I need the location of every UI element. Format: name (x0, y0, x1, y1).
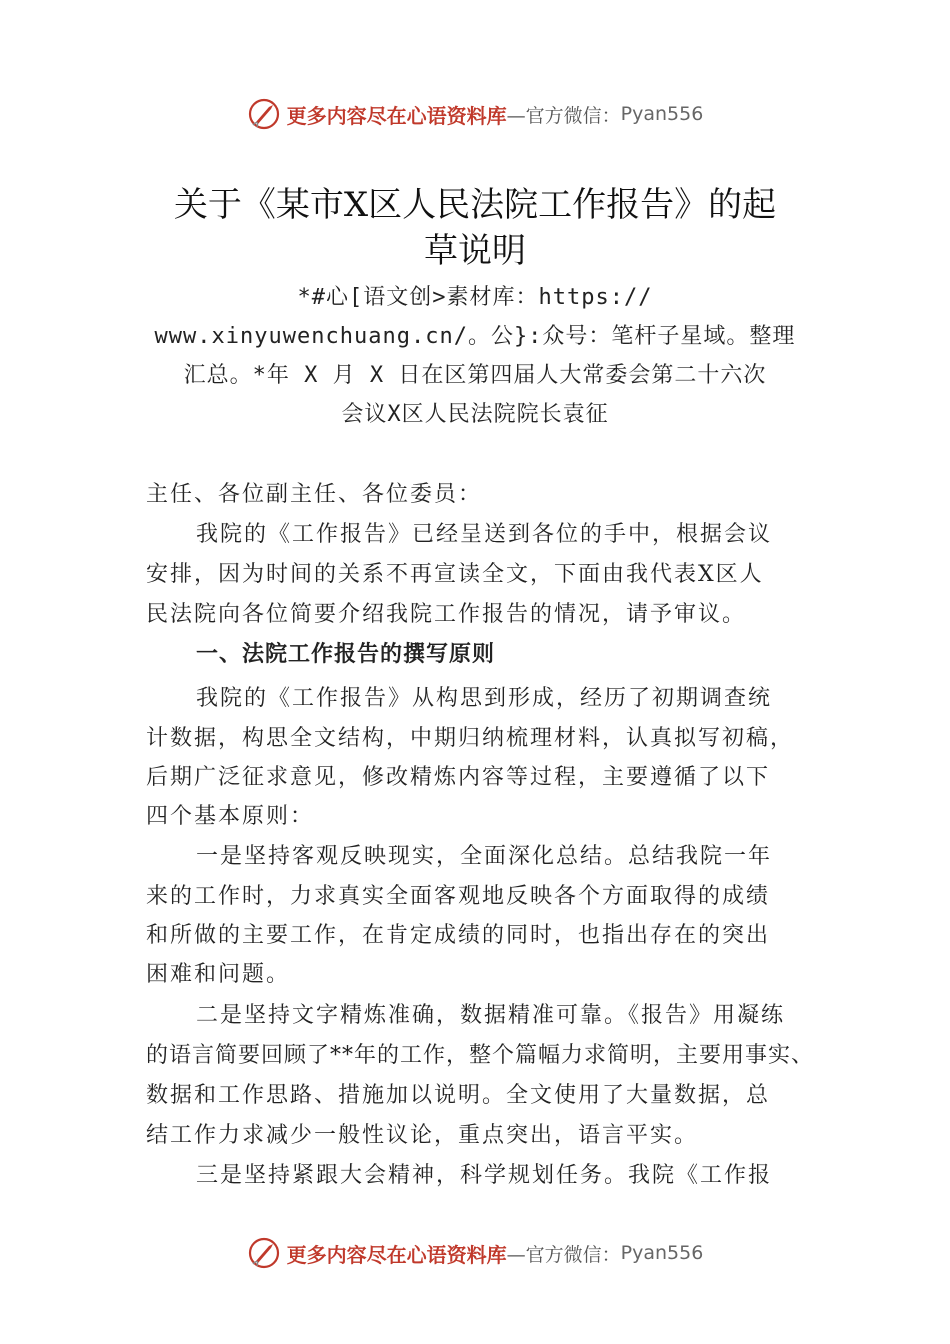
meta-line-2: www.xinyuwenchuang.cn/。公}:众号：笔杆子星域。整理 (154, 324, 796, 349)
footer-banner (0, 1233, 950, 1273)
para4-line: 二是坚持文字精炼准确，数据精准可靠。《报告》用凝练 (196, 1003, 786, 1028)
meta-line-3: 汇总。*年 X 月 X 日在区第四届人大常委会第二十六次 (183, 363, 767, 388)
para2-line: 计数据，构思全文结构，中期归纳梳理材料，认真拟写初稿， (146, 726, 795, 751)
para5-line: 三是坚持紧跟大会精神，科学规划任务。我院《工作报 (196, 1163, 773, 1188)
banner-wechat-id: Pyan556 (620, 103, 704, 125)
banner-separator: —官方微信： (506, 1243, 621, 1266)
para1-line: 我院的《工作报告》已经呈送到各位的手中，根据会议 (196, 522, 773, 547)
para2-line: 四个基本原则： (146, 804, 315, 829)
meta-line-4: 会议X区人民法院院长袁征 (341, 402, 609, 427)
para4-line: 结工作力求减少一般性议论，重点突出，语言平实。 (146, 1123, 699, 1148)
para4-line: 数据和工作思路、措施加以说明。全文使用了大量数据，总 (146, 1083, 771, 1108)
para1-line: 民法院向各位简要介绍我院工作报告的情况，请予审议。 (146, 602, 747, 627)
para3-line: 一是坚持客观反映现实，全面深化总结。总结我院一年 (196, 844, 773, 869)
title-line-1: 关于《某市X区人民法院工作报告》的起 (173, 185, 777, 225)
banner-text: 更多内容尽在心语资料库 (286, 103, 507, 128)
para4-line: 的语言简要回顾了**年的工作，整个篇幅力求简明，主要用事实、 (146, 1043, 815, 1068)
salutation: 主任、各位副主任、各位委员： (146, 482, 483, 507)
para3-line: 和所做的主要工作，在肯定成绩的同时，也指出存在的突出 (146, 923, 771, 948)
quill-logo-icon (247, 97, 281, 131)
quill-logo-icon (247, 1236, 281, 1270)
banner-wechat-id: Pyan556 (620, 1242, 704, 1264)
banner-separator: —官方微信： (506, 104, 621, 127)
para3-line: 困难和问题。 (146, 962, 291, 987)
para1-line: 安排，因为时间的关系不再宣读全文，下面由我代表X区人 (146, 562, 764, 587)
header-banner (0, 94, 950, 134)
meta-line-1: *#心[语文创>素材库：https:// (297, 285, 653, 310)
para2-line: 我院的《工作报告》从构思到形成，经历了初期调查统 (196, 686, 773, 711)
para3-line: 来的工作时，力求真实全面客观地反映各个方面取得的成绩 (146, 884, 771, 909)
document-title (140, 182, 810, 274)
section-heading: 一、法院工作报告的撰写原则 (196, 642, 496, 667)
title-line-2: 草说明 (424, 231, 526, 271)
para2-line: 后期广泛征求意见，修改精炼内容等过程，主要遵循了以下 (146, 765, 771, 790)
banner-text: 更多内容尽在心语资料库 (286, 1242, 507, 1267)
